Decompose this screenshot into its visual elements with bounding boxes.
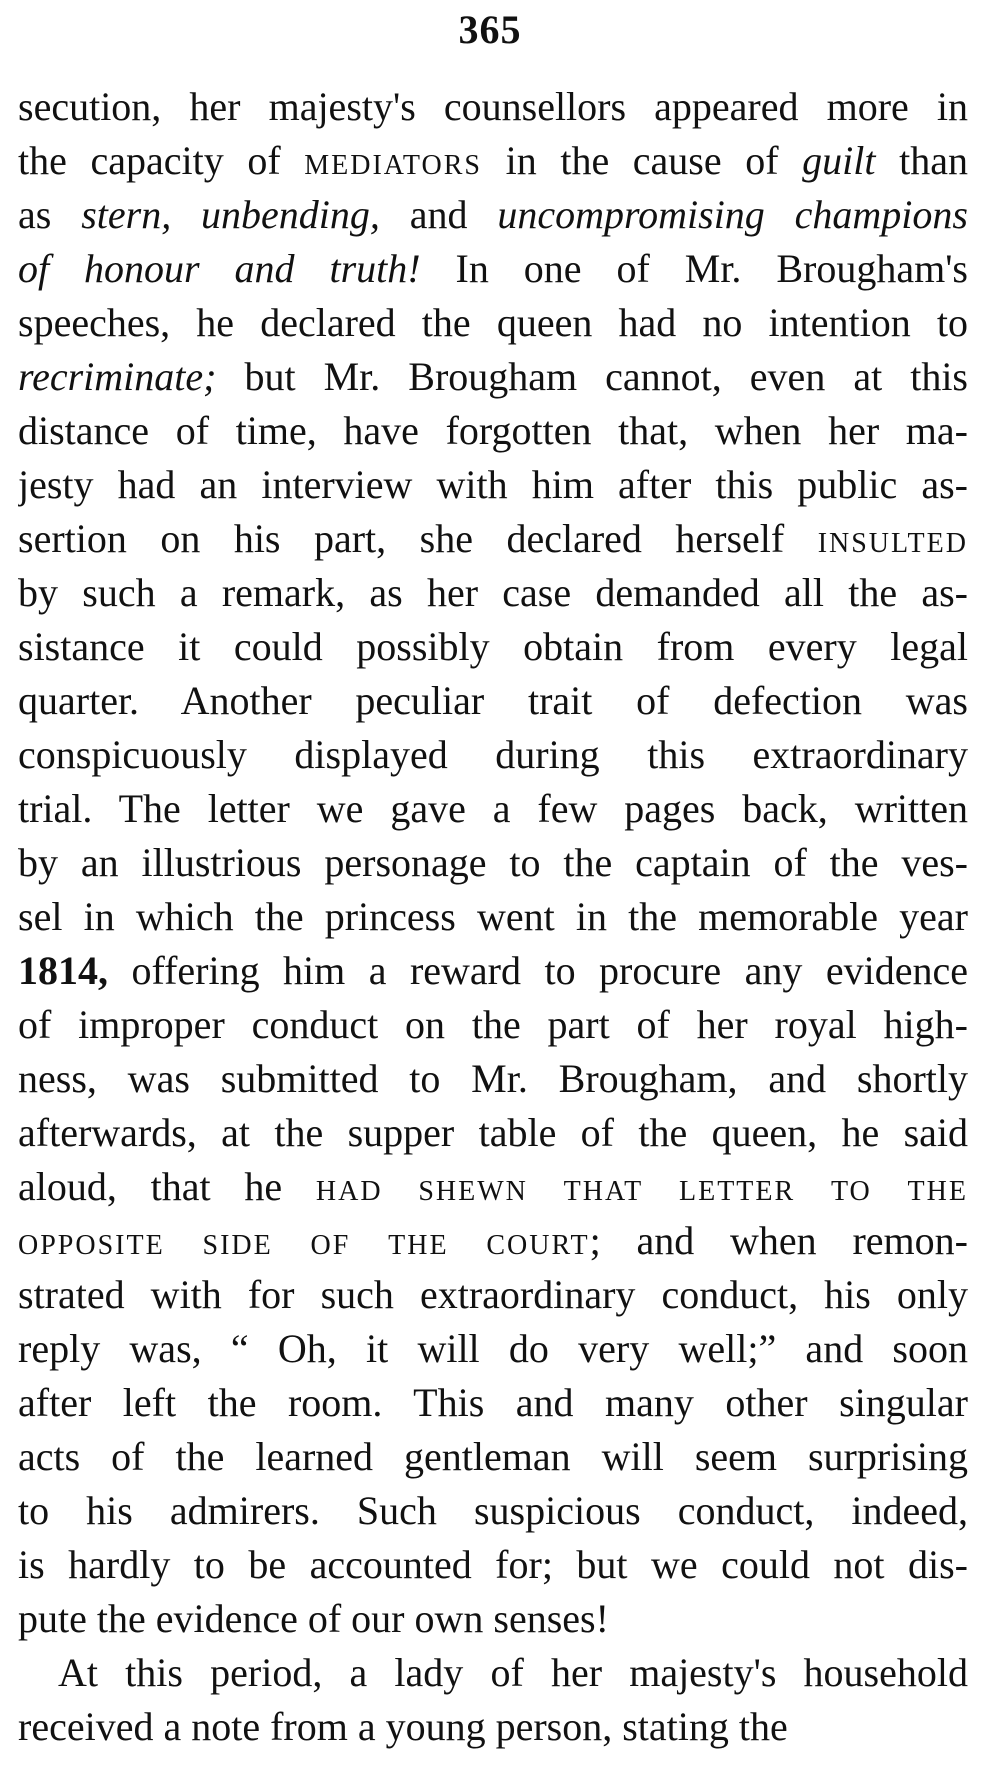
text-segment: quarter. Another peculiar trait of defection was bbox=[18, 678, 968, 723]
text-segment: strated with for such extraordinary conduct, his only bbox=[18, 1272, 968, 1317]
text-segment: is hardly to be accounted for; but we could not dis- bbox=[18, 1542, 968, 1587]
text-segment: the capacity of bbox=[18, 138, 305, 183]
text-line bbox=[18, 1106, 968, 1160]
text-segment: of improper conduct on the part of her royal high- bbox=[18, 1002, 968, 1047]
text-segment: sel in which the princess went in the memorable year bbox=[18, 894, 968, 939]
text-segment: offering him a reward to procure any evidence bbox=[108, 948, 968, 993]
small-caps-text: mediators bbox=[304, 138, 482, 183]
text-line bbox=[18, 188, 968, 242]
text-line bbox=[18, 728, 968, 782]
text-line bbox=[18, 404, 968, 458]
italic-text: of honour and truth! bbox=[18, 246, 421, 291]
text-line bbox=[18, 1214, 968, 1268]
text-line bbox=[18, 1268, 968, 1322]
text-segment: trial. The letter we gave a few pages back, written bbox=[18, 786, 968, 831]
text-segment: by an illustrious personage to the captain of the ves- bbox=[18, 840, 968, 885]
text-line bbox=[18, 296, 968, 350]
text-segment: acts of the learned gentleman will seem surprising bbox=[18, 1434, 968, 1479]
text-line bbox=[18, 620, 968, 674]
text-segment: and bbox=[379, 192, 498, 237]
text-segment: sistance it could possibly obtain from every legal bbox=[18, 624, 968, 669]
text-segment: but Mr. Brougham cannot, even at this bbox=[216, 354, 968, 399]
text-line bbox=[18, 80, 968, 134]
small-caps-text: opposite side of the court bbox=[18, 1218, 590, 1263]
italic-text: recriminate; bbox=[18, 354, 217, 399]
small-caps-text: insulted bbox=[817, 516, 968, 561]
text-segment: pute the evidence of our own senses! bbox=[18, 1596, 609, 1641]
text-line bbox=[18, 350, 968, 404]
text-segment: sertion on his part, she declared herself bbox=[18, 516, 818, 561]
text-line bbox=[18, 1700, 968, 1754]
text-line bbox=[18, 944, 968, 998]
text-segment: than bbox=[875, 138, 968, 183]
italic-text: uncompromising champions bbox=[497, 192, 968, 237]
text-line bbox=[18, 1646, 968, 1700]
text-line bbox=[18, 1376, 968, 1430]
text-segment: secution, her majesty's counsellors appeared more in bbox=[18, 84, 968, 129]
bold-text: 1814, bbox=[18, 948, 108, 993]
text-segment: reply was, “ Oh, it will do very well;” and soon bbox=[18, 1326, 968, 1371]
text-line bbox=[18, 836, 968, 890]
text-segment: in the cause of bbox=[482, 138, 803, 183]
text-line bbox=[18, 458, 968, 512]
text-segment: In one of Mr. Brougham's bbox=[420, 246, 968, 291]
text-segment: as bbox=[18, 192, 82, 237]
text-line bbox=[18, 566, 968, 620]
text-segment: jesty had an interview with him after this public as- bbox=[18, 462, 968, 507]
text-line bbox=[18, 1538, 968, 1592]
text-segment: after left the room. This and many other singular bbox=[18, 1380, 968, 1425]
text-line bbox=[18, 890, 968, 944]
text-segment: to his admirers. Such suspicious conduct, indeed, bbox=[18, 1488, 968, 1533]
text-line bbox=[18, 1052, 968, 1106]
text-line bbox=[18, 242, 968, 296]
text-segment: speeches, he declared the queen had no intention to bbox=[18, 300, 968, 345]
italic-text: guilt bbox=[802, 138, 876, 183]
text-line bbox=[18, 134, 968, 188]
text-segment: received a note from a young person, stating the bbox=[18, 1704, 788, 1749]
text-line bbox=[18, 1430, 968, 1484]
text-line bbox=[18, 1160, 968, 1214]
body-text bbox=[18, 80, 968, 1754]
text-line bbox=[18, 998, 968, 1052]
page-number: 365 bbox=[458, 7, 522, 52]
text-line bbox=[18, 674, 968, 728]
text-line bbox=[18, 1592, 968, 1646]
text-line bbox=[18, 512, 968, 566]
text-segment: by such a remark, as her case demanded all the as- bbox=[18, 570, 968, 615]
text-line bbox=[18, 1322, 968, 1376]
text-segment: ; and when remon- bbox=[589, 1218, 968, 1263]
text-segment: afterwards, at the supper table of the queen, he said bbox=[18, 1110, 968, 1155]
text-segment: At this period, a lady of her majesty's household bbox=[58, 1650, 968, 1695]
italic-text: stern, unbending, bbox=[81, 192, 380, 237]
text-segment: aloud, that he bbox=[18, 1164, 316, 1209]
small-caps-text: had shewn that letter to the bbox=[315, 1164, 968, 1209]
text-segment: conspicuously displayed during this extraordinary bbox=[18, 732, 968, 777]
text-segment: ness, was submitted to Mr. Brougham, and shortly bbox=[18, 1056, 968, 1101]
text-line bbox=[18, 782, 968, 836]
text-line bbox=[18, 1484, 968, 1538]
text-segment: distance of time, have forgotten that, when her ma- bbox=[18, 408, 968, 453]
